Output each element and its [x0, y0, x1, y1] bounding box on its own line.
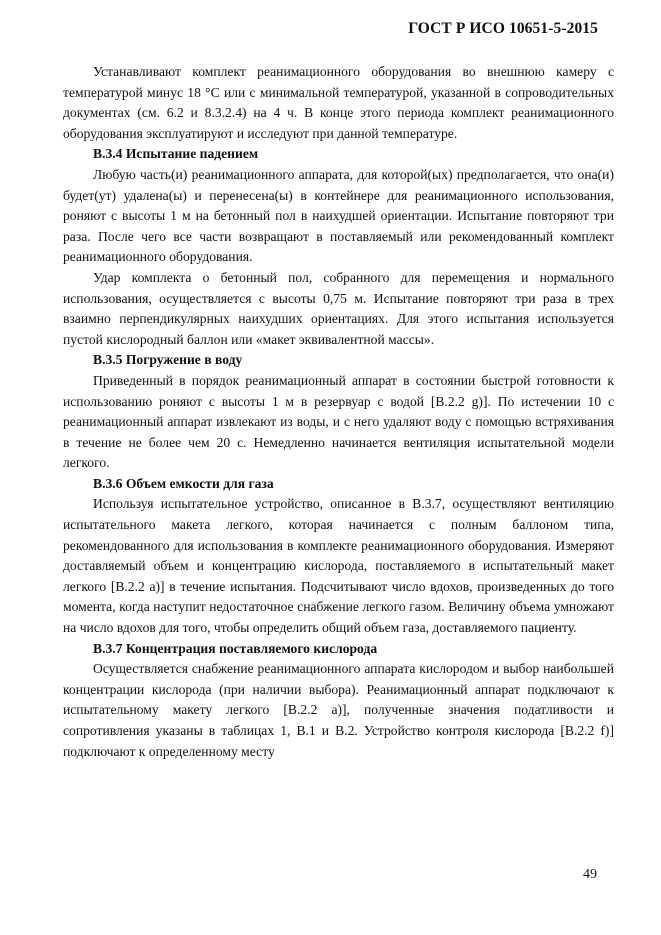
paragraph: Используя испытательное устройство, описанное в В.3.7, осуществляют вентиляцию испытательного макета легкого, которая начинается с полным баллоном типа, рекомендованного для использования в комплекте реанимационного оборудования. Измеряют доставляемый объем и концентрацию кислорода, поставляемого в испытательный макет легкого [В.2.2 а)] в течение испытания. Подсчитывают число вдохов, произведенных до того момента, когда наступит недостаточное снабжение легкого газом. Величину объема умножают на число вдохов для того, чтобы определить общий объем газа, доставляемого пациенту.: [63, 496, 614, 636]
paragraph: Устанавливают комплект реанимационного оборудования во внешнюю камеру с температурой минус 18 °С или с минимальной температурой, указанной в сопроводительных документах (см. 6.2 и 8.3.2.4) на 4 ч. В конце этого периода комплект реанимационного оборудования эксплуатируют и исследуют при данной температуре.: [63, 64, 614, 141]
section-heading: В.3.7 Концентрация поставляемого кислорода: [93, 640, 378, 656]
section-b-3-6: [63, 474, 614, 639]
page-number: 49: [583, 867, 597, 882]
section-b-3-5: [63, 350, 614, 474]
section-heading: В.3.5 Погружение в воду: [93, 352, 243, 368]
paragraph: Приведенный в порядок реанимационный аппарат в состоянии быстрой готовности к использованию роняют с высоты 1 м в резервуар с водой [В.2.2 g)]. По истечении 10 с реанимационный аппарат извлекают из воды, и с него удаляют воду с помощью встряхивания в течение не более чем 20 с. Немедленно начинается вентиляция испытательной модели легкого.: [63, 372, 614, 471]
section-heading: В.3.4 Испытание падением: [93, 146, 259, 162]
paragraph: Удар комплекта о бетонный пол, собранного для перемещения и нормального использования, осуществляется с высоты 0,75 м. Испытание повторяют три раза в трех взаимно перпендикулярных наихудших ориентациях. Для этого испытания используется пустой кислородный баллон или «макет эквивалентной массы».: [63, 269, 614, 347]
section-b-3-4: [63, 144, 614, 350]
section-b-3-7: [63, 639, 614, 763]
paragraph: Осуществляется снабжение реанимационного аппарата кислородом и выбор наибольшей концентрации кислорода (при наличии выбора). Реанимационный аппарат подключают к испытательному макету легкого [В.2.2 а)], полученные значения податливости и сопротивления указаны в таблицах 1, В.1 и В.2. Устройство контроля кислорода [В.2.2 f)] подключают к определенному месту: [63, 661, 614, 759]
standard-code-header: ГОСТ Р ИСО 10651-5-2015: [408, 20, 598, 37]
section-intro: [63, 62, 614, 144]
paragraph: Любую часть(и) реанимационного аппарата, для которой(ых) предполагается, что она(и) будет(ут) удалена(ы) и перенесена(ы) в контейнере для реанимационного использования, роняют с высоты 1 м на бетонный пол в наихудшей ориентации. Испытание повторяют три раза. После чего все части возвращают в поставляемый или рекомендованный комплект реанимационного оборудования.: [63, 166, 614, 265]
section-heading: В.3.6 Объем емкости для газа: [93, 475, 274, 491]
document-body: [63, 62, 614, 762]
